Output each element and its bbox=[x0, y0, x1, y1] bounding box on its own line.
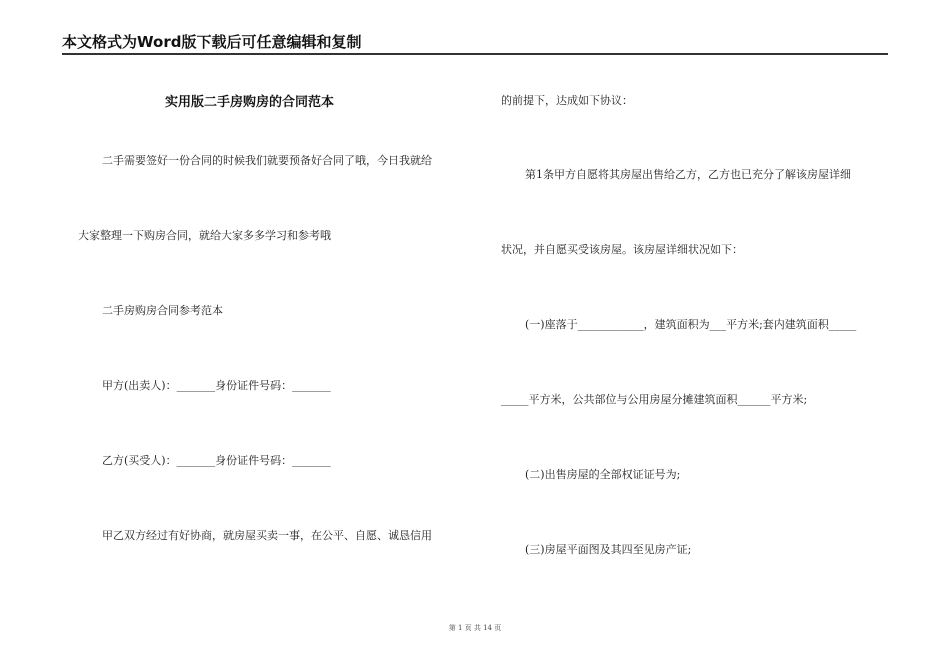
paragraph: _____平方米，公共部位与公用房屋分摊建筑面积______平方米; bbox=[501, 393, 808, 406]
paragraph: 的前提下，达成如下协议： bbox=[501, 94, 633, 107]
document-title: 实用版二手房购房的合同范本 bbox=[165, 95, 335, 110]
paragraph: 甲方(出卖人)：_______身份证件号码：_______ bbox=[102, 379, 331, 392]
paragraph: 大家整理一下购房合同，就给大家多多学习和参考哦 bbox=[78, 229, 331, 242]
page-number: 第 1 页 共 14 页 bbox=[448, 624, 502, 632]
paragraph: 乙方(买受人)：_______身份证件号码：_______ bbox=[102, 454, 331, 467]
paragraph: (二)出售房屋的全部权证证号为; bbox=[525, 468, 681, 481]
paragraph: 第1条甲方自愿将其房屋出售给乙方，乙方也已充分了解该房屋详细 bbox=[525, 168, 851, 181]
paragraph: 甲乙双方经过有好协商，就房屋买卖一事，在公平、自愿、诚恳信用 bbox=[102, 529, 432, 542]
paragraph: 二手需要签好一份合同的时候我们就要预备好合同了哦，今日我就给 bbox=[102, 154, 432, 167]
page-header bbox=[62, 30, 888, 54]
paragraph: (一)座落于____________，建筑面积为___平方米;套内建筑面积_____ bbox=[525, 318, 857, 331]
header-title: 本文格式为Word版下载后可任意编辑和复制 bbox=[62, 33, 362, 51]
paragraph: (三)房屋平面图及其四至见房产证; bbox=[525, 543, 692, 556]
paragraph: 状况，并自愿买受该房屋。该房屋详细状况如下： bbox=[501, 243, 743, 256]
header-divider bbox=[62, 53, 888, 55]
paragraph: 二手房购房合同参考范本 bbox=[102, 304, 223, 317]
